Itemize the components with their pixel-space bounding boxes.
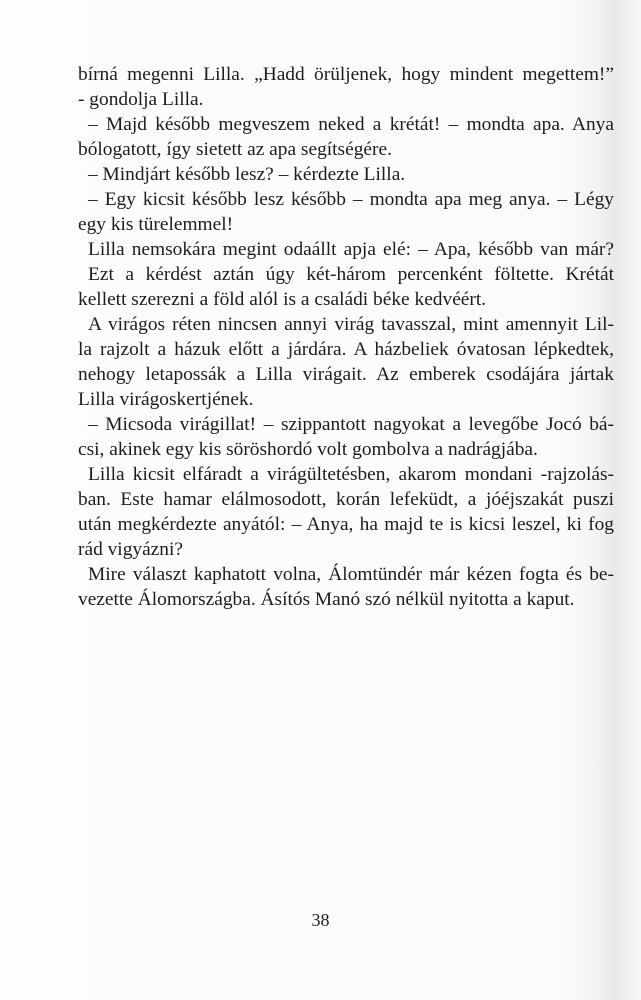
text-line: ban. Este hamar elálmosodott, korán lefeküdt, a jóéjszakát puszi [78,489,614,510]
text-line: Ezt a kérdést aztán úgy két-három percenként föltette. Krétát [88,264,614,285]
text-line: – Majd később megveszem neked a krétát! – mondta apa. Anya [88,114,614,135]
text-line: – Micsoda virágillat! – szippantott nagyokat a levegőbe Jocó bá- [88,414,614,435]
text-line: egy kis türelemmel! [78,214,234,235]
text-line: után megkérdezte anyától: – Anya, ha majd te is kicsi leszel, ki fog [78,514,614,535]
text-line: Lilla kicsit elfáradt a virágültetésben, akarom mondani -rajzolás- [88,464,614,485]
text-line: la rajzolt a házuk előtt a járdára. A házbeliek óvatosan lépkedtek, [78,339,614,360]
text-line: vezette Álomországba. Ásítós Manó szó nélkül nyitotta a kaput. [78,589,575,610]
text-line: csi, akinek egy kis söröshordó volt gombolva a nadrágjába. [78,439,538,460]
text-line: nehogy letapossák a Lilla virágait. Az emberek csodájára jártak [78,364,614,385]
page-number: 38 [311,910,330,930]
text-line: bírná megenni Lilla. „Hadd örüljenek, hogy mindent megettem!” [78,64,614,85]
text-line: - gondolja Lilla. [78,89,204,110]
text-line: – Egy kicsit később lesz később – mondta apa meg anya. – Légy [88,189,614,210]
body-text [78,62,614,612]
text-line: bólogatott, így sietett az apa segítségére. [78,139,392,160]
text-line: A virágos réten nincsen annyi virág tavasszal, mint amennyit Lil- [88,314,614,335]
text-line: rád vigyázni? [78,539,183,560]
text-line: kellett szerezni a föld alól is a családi béke kedvéért. [78,289,487,310]
text-line: Lilla nemsokára megint odaállt apja elé: – Apa, később van már? [88,239,614,260]
text-line: – Mindjárt később lesz? – kérdezte Lilla. [88,164,406,185]
text-line: Mire választ kaphatott volna, Álomtündér már kézen fogta és be- [88,564,614,585]
text-line: Lilla virágoskertjének. [78,389,254,410]
